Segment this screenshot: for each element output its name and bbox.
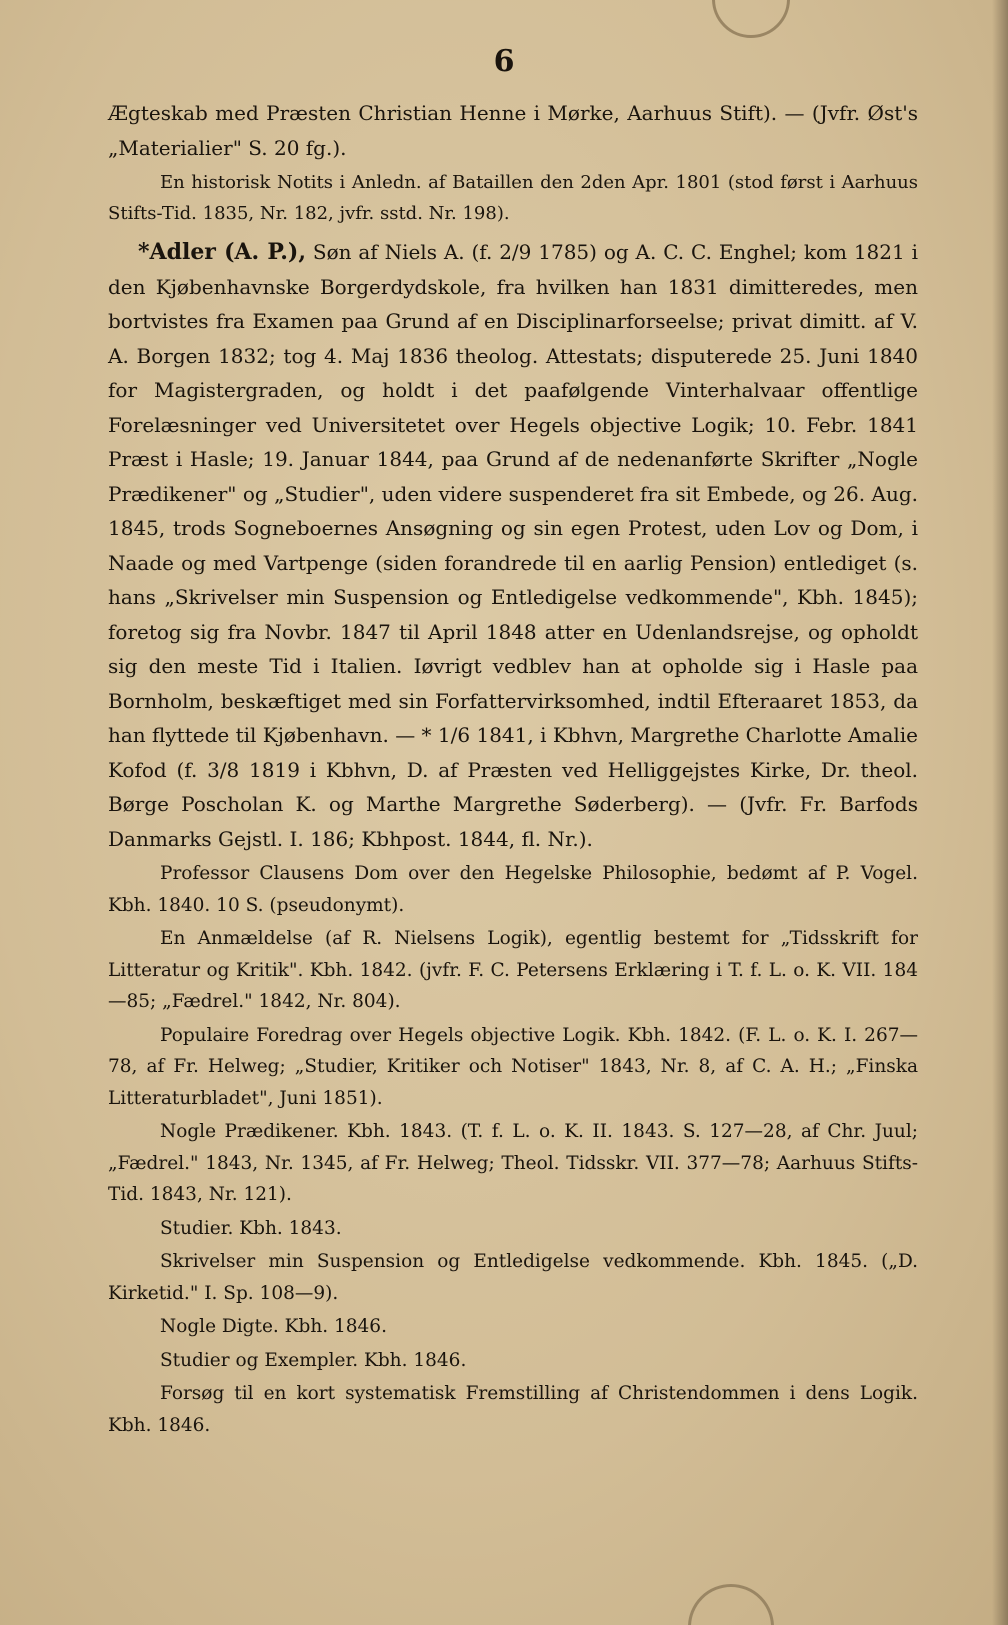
punch-hole-top — [712, 0, 790, 38]
bibliography-item: En Anmældelse (af R. Nielsens Logik), egentlig bestemt for „Tidsskrift for Litteratur og Kritik". Kbh. 1842. (jvfr. F. C. Petersens Erklæring i T. f. L. o. K. VII. 184—85; „Fædrel." 1842, Nr. 804). — [108, 928, 918, 1012]
entry-paragraph — [108, 235, 918, 856]
bibliography-item: Populaire Foredrag over Hegels objective Logik. Kbh. 1842. (F. L. o. K. I. 267—78, af Fr. Helweg; „Studier, Kritiker och Notiser" 1843, Nr. 8, af C. A. H.; „Finska Litteraturbladet", Juni 1851). — [108, 1024, 918, 1109]
bibliography-item: Nogle Prædikener. Kbh. 1843. (T. f. L. o. K. II. 1843. S. 127—28, af Chr. Juul; „Fædrel." 1843, Nr. 1345, af Fr. Helweg; Theol. Tidsskr. VII. 377—78; Aarhuus Stifts-Tid. 1843, Nr. 121). — [108, 1121, 918, 1205]
bibliography-item: Skrivelser min Suspension og Entledigelse vedkommende. Kbh. 1845. („D. Kirketid." I. Sp. 108—9). — [108, 1251, 918, 1304]
bibliography-item: Forsøg til en kort systematisk Fremstilling af Christendommen i dens Logik. Kbh. 1846. — [108, 1383, 918, 1436]
entry-body: Søn af Niels A. (f. 2/9 1785) og A. C. C. Enghel; kom 1821 i den Kjøbenhavnske Borgerdydskole, fra hvilken han 1831 dimitteredes, men bortvistes fra Examen paa Grund af en Disciplinarforseelse; privat dimitt. af V. A. Borgen 1832; tog 4. Maj 1836 theolog. Attestats; disputerede 25. Juni 1840 for Magistergraden, og holdt i det paafølgende Vinterhalvaar offentlige Forelæsninger ved Universitetet over Hegels objective Logik; 10. Febr. 1841 Præst i Hasle; 19. Januar 1844, paa Grund af de nedenanførte Skrifter „Nogle Prædikener" og „Studier", uden videre suspenderet fra sit Embede, og 26. Aug. 1845, trods Sogneboernes Ansøgning og sin egen Protest, uden Lov og Dom, i Naade og med Vartpenge (siden forandrede til en aarlig Pension) entlediget (s. hans „Skrivelser min Suspension og Entledigelse vedkommende", Kbh. 1845); foretog sig fra Novbr. 1847 til April 1848 atter en Udenlandsrejse, og opholdt sig den meste Tid i Italien. Iøvrigt vedblev han at opholde sig i Hasle paa Bornholm, beskæftiget med sin Forfattervirksomhed, indtil Efteraaret 1853, da han flyttede til Kjøbenhavn. — * 1/6 1841, i Kbhvn, Margrethe Charlotte Amalie Kofod (f. 3/8 1819 i Kbhvn, D. af Præsten ved Helliggejstes Kirke, Dr. theol. Børge Poscholan K. og Marthe Margrethe Søderberg). — (Jvfr. Fr. Barfods Danmarks Gejstl. I. 186; Kbhpost. 1844, fl. Nr.). — [108, 240, 918, 851]
bibliography-item: Professor Clausens Dom over den Hegelske Philosophie, bedømt af P. Vogel. Kbh. 1840. 10 S. (pseudonymt). — [108, 863, 918, 916]
bibliography-item: Nogle Digte. Kbh. 1846. — [160, 1316, 387, 1337]
entry-name: *Adler (A. P.), — [138, 239, 307, 265]
note-paragraph: En historisk Notits i Anledn. af Bataillen den 2den Apr. 1801 (stod først i Aarhuus Stifts-Tid. 1835, Nr. 182, jvfr. sstd. Nr. 198). — [108, 172, 918, 224]
continuation-paragraph: Ægteskab med Præsten Christian Henne i Mørke, Aarhuus Stift). — (Jvfr. Øst's „Materialier" S. 20 fg.). — [108, 101, 918, 160]
text-body — [108, 96, 918, 1441]
page-edge-shadow — [992, 0, 1008, 1625]
page-number: 6 — [493, 44, 515, 79]
bibliography-item: Studier og Exempler. Kbh. 1846. — [160, 1349, 467, 1371]
bibliography-item: Studier. Kbh. 1843. — [160, 1217, 342, 1239]
punch-hole-bottom — [688, 1584, 774, 1625]
